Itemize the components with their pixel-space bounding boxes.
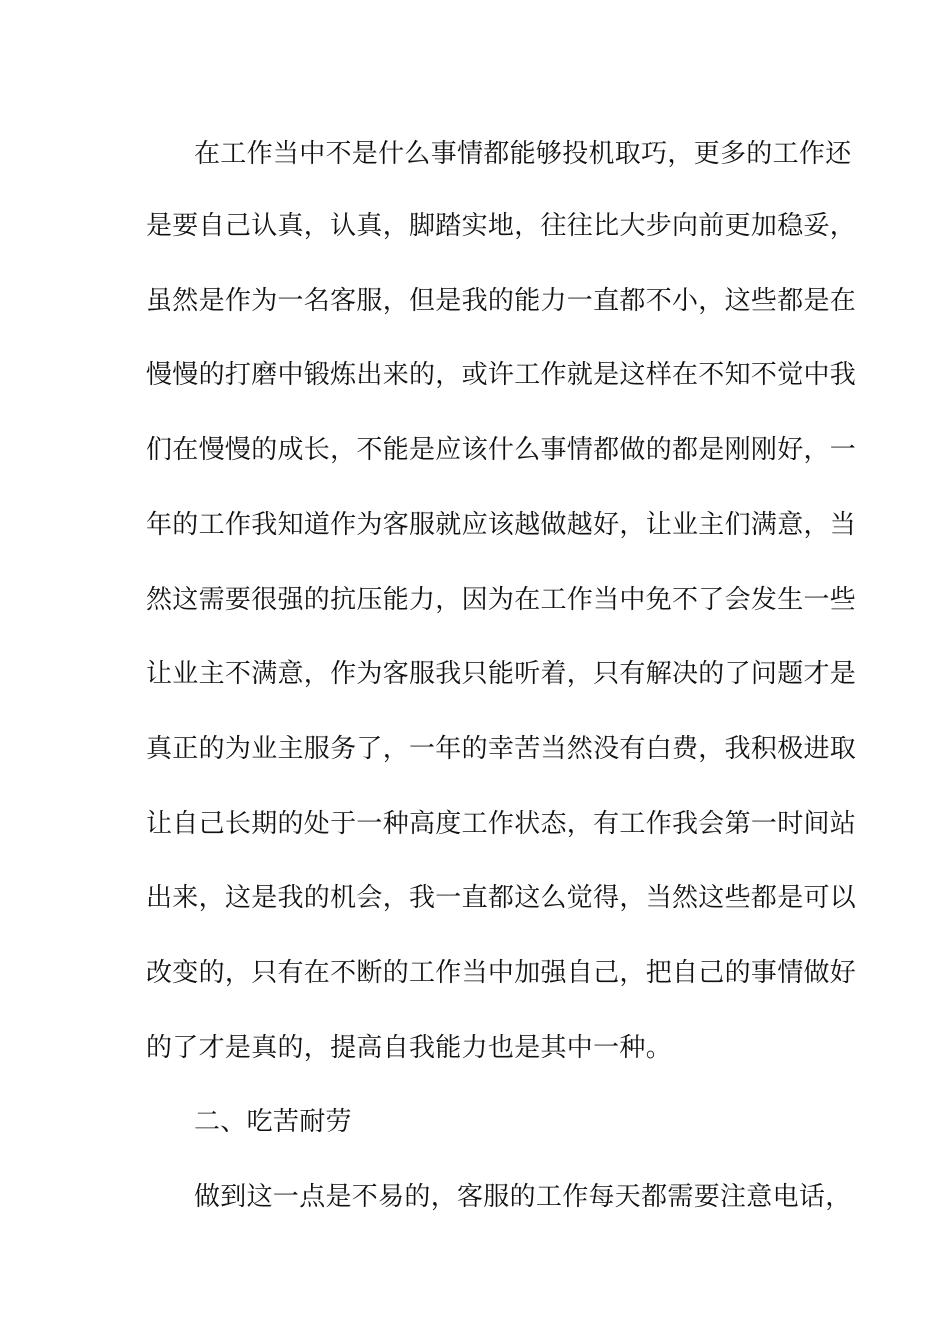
paragraph-1-line-6: 年的工作我知道作为客服就应该越做越好，让业主们满意，当	[146, 510, 857, 540]
paragraph-1-line-4: 慢慢的打磨中锻炼出来的，或许工作就是这样在不知不觉中我	[146, 360, 857, 390]
paragraph-1-line-10: 让自己长期的处于一种高度工作状态，有工作我会第一时间站	[146, 809, 857, 839]
paragraph-1-line-1: 在工作当中不是什么事情都能够投机取巧，更多的工作还	[194, 139, 852, 169]
paragraph-1-line-9: 真正的为业主服务了，一年的幸苦当然没有白费，我积极进取	[146, 734, 857, 764]
paragraph-1-line-3: 虽然是作为一名客服，但是我的能力一直都不小，这些都是在	[146, 286, 857, 316]
paragraph-1-line-8: 让业主不满意，作为客服我只能听着，只有解决的了问题才是	[146, 659, 857, 689]
paragraph-1-line-5: 们在慢慢的成长，不能是应该什么事情都做的都是刚刚好，一	[146, 435, 857, 465]
paragraph-1-line-13: 的了才是真的，提高自我能力也是其中一种。	[146, 1033, 673, 1063]
section-heading-2: 二、吃苦耐劳	[194, 1107, 352, 1137]
paragraph-1-line-12: 改变的，只有在不断的工作当中加强自己，把自己的事情做好	[146, 958, 857, 988]
paragraph-1-line-7: 然这需要很强的抗压能力，因为在工作当中免不了会发生一些	[146, 585, 857, 615]
paragraph-1-line-11: 出来，这是我的机会，我一直都这么觉得，当然这些都是可以	[146, 883, 857, 913]
paragraph-2-line-1: 做到这一点是不易的，客服的工作每天都需要注意电话，	[194, 1182, 852, 1212]
paragraph-1-line-2: 是要自己认真，认真，脚踏实地，往往比大步向前更加稳妥，	[146, 211, 857, 241]
